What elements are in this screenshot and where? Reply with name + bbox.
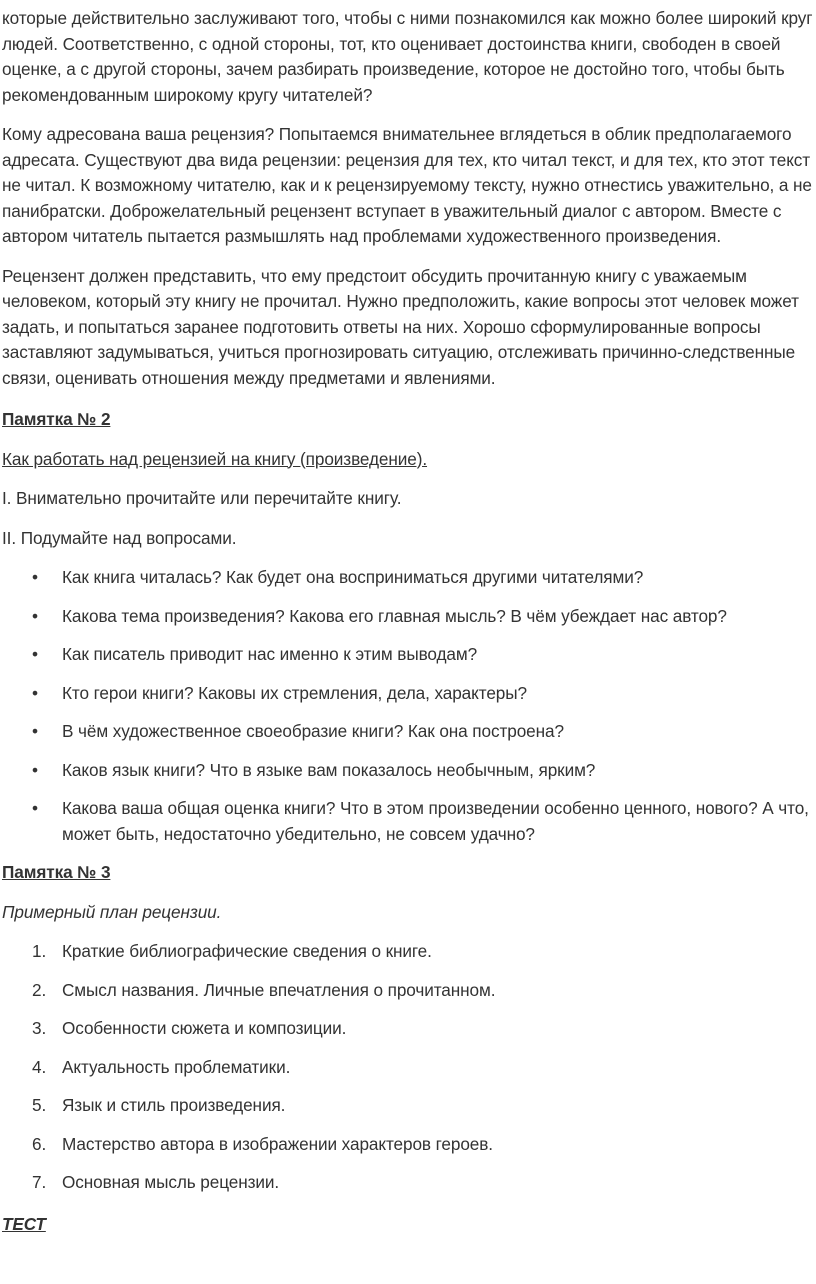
list-item xyxy=(2,939,814,965)
bullet-marker: • xyxy=(32,682,38,703)
list-item xyxy=(2,1132,814,1158)
bullet-marker: • xyxy=(32,605,38,626)
list-item xyxy=(2,565,814,591)
plan-number: 3. xyxy=(32,1018,47,1038)
bullet-marker: • xyxy=(32,644,38,664)
plan-text: Основная мысль рецензии. xyxy=(62,1172,280,1192)
question-text: Какова тема произведения? Какова его главная мысль? В чём убеждает нас автор? xyxy=(62,605,727,626)
memo-2-subtitle: Как работать над рецензией на книгу (произведение). xyxy=(2,448,428,469)
list-item xyxy=(2,642,814,668)
bullet-marker: • xyxy=(32,567,38,587)
plan-number: 1. xyxy=(32,941,47,961)
question-list xyxy=(2,565,814,847)
list-item xyxy=(2,1170,814,1196)
bullet-marker: • xyxy=(32,721,38,741)
plan-text: Смысл названия. Личные впечатления о прочитанном. xyxy=(62,979,496,1000)
list-item xyxy=(2,1055,814,1081)
intro-paragraph-1: которые действительно заслуживают того, чтобы с ними познакомился как можно более широкий круг людей. Соответственно, с одной стороны, тот, кто оценивает достоинства книги, свободен в своей оценке, а с другой стороны, зачем разбирать произведение, которое не достойно того, чтобы быть рекомендованным широкому кругу читателей? xyxy=(2,8,813,105)
bullet-marker: • xyxy=(32,798,38,818)
list-item xyxy=(2,681,814,707)
list-item xyxy=(2,719,814,745)
plan-number: 5. xyxy=(32,1095,47,1115)
test-title: ТЕСТ xyxy=(2,1213,46,1234)
question-text: В чём художественное своеобразие книги? Как она построена? xyxy=(62,721,564,741)
question-text: Каков язык книги? Что в языке вам показалось необычным, ярким? xyxy=(62,759,596,780)
list-item xyxy=(2,796,814,847)
plan-number: 4. xyxy=(32,1056,47,1077)
memo-3-subtitle: Примерный план рецензии. xyxy=(2,901,222,922)
plan-text: Актуальность проблематики. xyxy=(62,1056,291,1077)
list-item xyxy=(2,1093,814,1119)
plan-number: 7. xyxy=(32,1172,47,1192)
list-item xyxy=(2,978,814,1004)
list-item xyxy=(2,758,814,784)
question-text: Как писатель приводит нас именно к этим выводам? xyxy=(62,644,478,664)
question-text: Как книга читалась? Как будет она восприниматься другими читателями? xyxy=(62,567,644,587)
intro-paragraph-3: Рецензент должен представить, что ему предстоит обсудить прочитанную книгу с уважаемым человеком, который эту книгу не прочитал. Нужно предположить, какие вопросы этот человек может задать, и попытаться заранее подготовить ответы на них. Хорошо сформулированные вопросы заставляют задумываться, учиться прогнозировать ситуацию, отслеживать причинно-следственные связи, оценивать отношения между предметами и явлениями. xyxy=(2,265,799,388)
list-item xyxy=(2,604,814,630)
memo-2-title: Памятка № 2 xyxy=(2,409,111,429)
list-item xyxy=(2,1016,814,1042)
plan-list xyxy=(2,939,814,1196)
memo-3-title: Памятка № 3 xyxy=(2,862,111,882)
plan-number: 2. xyxy=(32,979,47,1000)
plan-text: Особенности сюжета и композиции. xyxy=(62,1018,347,1038)
bullet-marker: • xyxy=(32,759,38,780)
plan-text: Мастерство автора в изображении характеров героев. xyxy=(62,1133,493,1154)
memo-2-step-1: I. Внимательно прочитайте или перечитайте книгу. xyxy=(2,488,402,508)
question-text: Кто герои книги? Каковы их стремления, дела, характеры? xyxy=(62,682,527,703)
plan-text: Краткие библиографические сведения о книге. xyxy=(62,941,432,961)
intro-paragraph-2: Кому адресована ваша рецензия? Попытаемся внимательнее вглядеться в облик предполагаемого адресата. Существуют два вида рецензии: рецензия для тех, кто читал текст, и для тех, кто этот текст не читал. К возможному читателю, как и к рецензируемому тексту, нужно отнестись уважительно, а не панибратски. Доброжелательный рецензент вступает в уважительный диалог с автором. Вместе с автором читатель пытается размышлять над проблемами художественного произведения. xyxy=(2,124,812,246)
memo-2-step-2: II. Подумайте над вопросами. xyxy=(2,527,237,548)
plan-text: Язык и стиль произведения. xyxy=(62,1095,286,1115)
plan-number: 6. xyxy=(32,1133,47,1154)
question-text: Какова ваша общая оценка книги? Что в этом произведении особенно ценного, нового? А что, может быть, недостаточно убедительно, не совсем удачно? xyxy=(62,798,809,844)
